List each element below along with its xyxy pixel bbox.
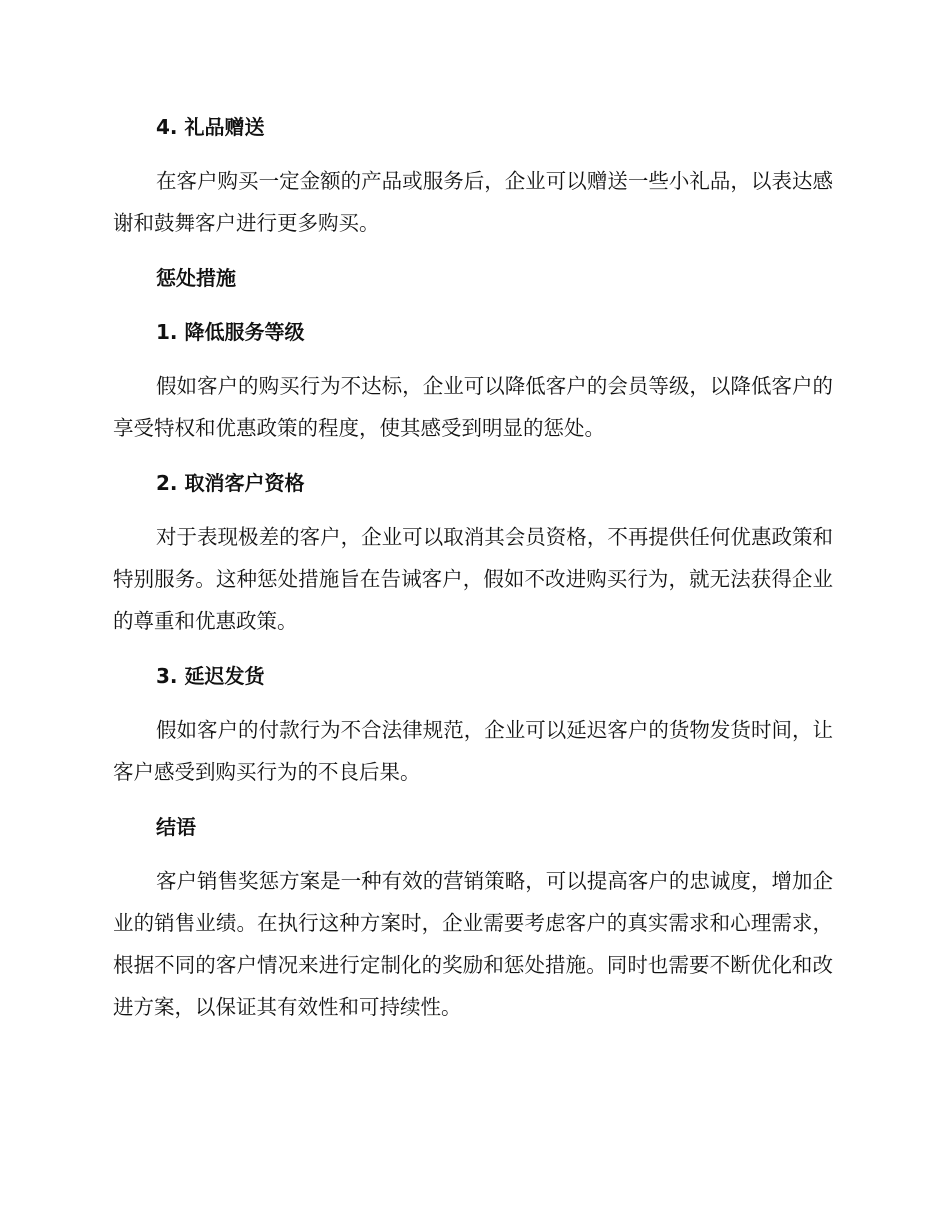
section-heading-conclusion: 结语 — [156, 815, 196, 839]
section-paragraph-lower-service-level: 假如客户的购买行为不达标，企业可以降低客户的会员等级，以降低客户的享受特权和优惠政策的程度，使其感受到明显的惩处。 — [113, 374, 833, 440]
section-heading-cancel-qualification: 2. 取消客户资格 — [156, 471, 305, 495]
document-page — [113, 106, 833, 1028]
section-paragraph-gift: 在客户购买一定金额的产品或服务后，企业可以赠送一些小礼品，以表达感谢和鼓舞客户进行更多购买。 — [113, 169, 833, 235]
section-heading-delay-shipping: 3. 延迟发货 — [156, 664, 265, 688]
section-heading-gift: 4. 礼品赠送 — [156, 115, 265, 139]
section-heading-lower-service-level: 1. 降低服务等级 — [156, 320, 305, 344]
section-paragraph-conclusion: 客户销售奖惩方案是一种有效的营销策略，可以提高客户的忠诚度，增加企业的销售业绩。在执行这种方案时，企业需要考虑客户的真实需求和心理需求，根据不同的客户情况来进行定制化的奖励和惩处措施。同时也需要不断优化和改进方案，以保证其有效性和可持续性。 — [113, 869, 833, 1019]
section-heading-penalty-measures: 惩处措施 — [156, 266, 236, 290]
section-paragraph-delay-shipping: 假如客户的付款行为不合法律规范，企业可以延迟客户的货物发货时间，让客户感受到购买行为的不良后果。 — [113, 718, 833, 784]
section-paragraph-cancel-qualification: 对于表现极差的客户，企业可以取消其会员资格，不再提供任何优惠政策和特别服务。这种惩处措施旨在告诫客户，假如不改进购买行为，就无法获得企业的尊重和优惠政策。 — [113, 525, 833, 633]
